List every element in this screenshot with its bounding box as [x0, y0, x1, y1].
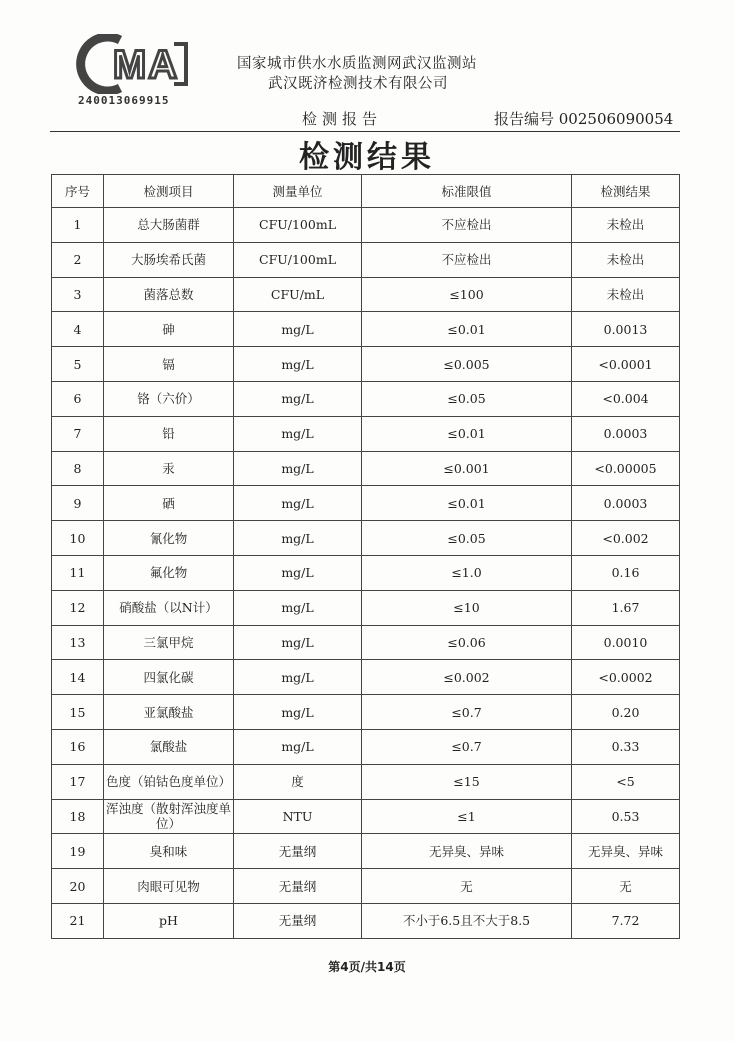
cell-item: 汞: [104, 451, 234, 486]
table-row: [52, 451, 680, 486]
cell-result: <0.002: [572, 521, 680, 556]
table-body: [52, 208, 680, 939]
header-index: 序号: [52, 175, 104, 208]
cell-limit: ≤0.05: [362, 521, 572, 556]
cell-result: 0.53: [572, 799, 680, 834]
table-row: [52, 242, 680, 277]
cell-index: 8: [52, 451, 104, 486]
cell-item: 铅: [104, 416, 234, 451]
table-row: [52, 312, 680, 347]
cell-item: 硒: [104, 486, 234, 521]
cell-item: 铬（六价）: [104, 381, 234, 416]
cell-limit: ≤1.0: [362, 555, 572, 590]
cell-index: 19: [52, 834, 104, 869]
cell-item: 三氯甲烷: [104, 625, 234, 660]
cell-index: 16: [52, 729, 104, 764]
cell-unit: mg/L: [234, 660, 362, 695]
cell-index: 6: [52, 381, 104, 416]
cma-seal-icon: [74, 34, 192, 94]
header-result: 检测结果: [572, 175, 680, 208]
cell-limit: ≤1: [362, 799, 572, 834]
table-row: [52, 590, 680, 625]
cell-result: 无: [572, 869, 680, 904]
cell-unit: NTU: [234, 799, 362, 834]
cell-limit: ≤100: [362, 277, 572, 312]
table-row: [52, 903, 680, 938]
table-row: [52, 625, 680, 660]
cell-item: 亚氯酸盐: [104, 695, 234, 730]
cell-item: 氟化物: [104, 555, 234, 590]
cell-item: 氰化物: [104, 521, 234, 556]
cell-item: 镉: [104, 347, 234, 382]
cell-limit: 不应检出: [362, 208, 572, 243]
header-item: 检测项目: [104, 175, 234, 208]
cell-index: 3: [52, 277, 104, 312]
cell-result: <0.00005: [572, 451, 680, 486]
cell-limit: 无: [362, 869, 572, 904]
cell-limit: ≤0.05: [362, 381, 572, 416]
report-header: [0, 0, 734, 135]
cell-item: 肉眼可见物: [104, 869, 234, 904]
cell-limit: 不应检出: [362, 242, 572, 277]
cell-item: 菌落总数: [104, 277, 234, 312]
cell-limit: ≤10: [362, 590, 572, 625]
cell-result: 0.0003: [572, 486, 680, 521]
cell-limit: ≤0.7: [362, 729, 572, 764]
org-name-line2: 武汉既济检测技术有限公司: [268, 76, 448, 92]
cell-result: 未检出: [572, 208, 680, 243]
cell-limit: 无异臭、异味: [362, 834, 572, 869]
cert-number: 240013069915: [78, 94, 170, 107]
cma-logo: [74, 34, 194, 98]
cell-unit: CFU/100mL: [234, 242, 362, 277]
cell-result: <5: [572, 764, 680, 799]
cell-result: 0.16: [572, 555, 680, 590]
cell-item: 硝酸盐（以N计）: [104, 590, 234, 625]
header-limit: 标准限值: [362, 175, 572, 208]
cell-limit: ≤0.01: [362, 312, 572, 347]
cell-item: 大肠埃希氏菌: [104, 242, 234, 277]
cell-result: 无异臭、异味: [572, 834, 680, 869]
cell-result: 0.0010: [572, 625, 680, 660]
cell-unit: 无量纲: [234, 903, 362, 938]
cell-index: 1: [52, 208, 104, 243]
page-number: 第4页/共14页: [328, 960, 406, 974]
cell-index: 4: [52, 312, 104, 347]
cell-index: 21: [52, 903, 104, 938]
table-row: [52, 695, 680, 730]
cell-index: 5: [52, 347, 104, 382]
header-unit: 测量单位: [234, 175, 362, 208]
cell-limit: ≤0.002: [362, 660, 572, 695]
table-row: [52, 277, 680, 312]
table-row: [52, 381, 680, 416]
table-row: [52, 869, 680, 904]
cell-index: 7: [52, 416, 104, 451]
cell-unit: mg/L: [234, 695, 362, 730]
cell-unit: mg/L: [234, 381, 362, 416]
page-title: 检测结果: [299, 140, 435, 175]
cell-item: 砷: [104, 312, 234, 347]
table-row: [52, 486, 680, 521]
table-row: [52, 729, 680, 764]
report-number: 报告编号 002506090054: [494, 110, 674, 128]
table-row: [52, 347, 680, 382]
cell-result: <0.0002: [572, 660, 680, 695]
cell-index: 13: [52, 625, 104, 660]
cell-unit: mg/L: [234, 347, 362, 382]
cell-unit: mg/L: [234, 521, 362, 556]
cell-result: 0.20: [572, 695, 680, 730]
table-row: [52, 555, 680, 590]
cell-unit: mg/L: [234, 555, 362, 590]
cell-index: 2: [52, 242, 104, 277]
cell-limit: ≤0.01: [362, 486, 572, 521]
cell-item: 总大肠菌群: [104, 208, 234, 243]
cell-result: 0.33: [572, 729, 680, 764]
cell-unit: mg/L: [234, 416, 362, 451]
cell-index: 10: [52, 521, 104, 556]
cell-limit: ≤15: [362, 764, 572, 799]
cell-index: 17: [52, 764, 104, 799]
cell-item: 浑浊度（散射浑浊度单位）: [104, 799, 234, 834]
cell-result: 1.67: [572, 590, 680, 625]
cell-limit: ≤0.01: [362, 416, 572, 451]
cell-result: <0.004: [572, 381, 680, 416]
cell-unit: CFU/100mL: [234, 208, 362, 243]
cell-index: 12: [52, 590, 104, 625]
table-row: [52, 416, 680, 451]
report-label: 检测报告: [302, 110, 383, 128]
table-row: [52, 660, 680, 695]
cell-unit: mg/L: [234, 729, 362, 764]
cell-index: 14: [52, 660, 104, 695]
cell-unit: mg/L: [234, 312, 362, 347]
cell-unit: mg/L: [234, 486, 362, 521]
cell-item: 四氯化碳: [104, 660, 234, 695]
cell-limit: ≤0.001: [362, 451, 572, 486]
table-header-row: [52, 175, 680, 208]
svg-text:MA: MA: [112, 43, 180, 87]
cell-unit: CFU/mL: [234, 277, 362, 312]
cell-index: 18: [52, 799, 104, 834]
cell-result: 未检出: [572, 277, 680, 312]
cell-limit: ≤0.06: [362, 625, 572, 660]
cell-result: 0.0013: [572, 312, 680, 347]
results-table: [51, 174, 680, 939]
cell-unit: 无量纲: [234, 869, 362, 904]
cell-limit: 不小于6.5且不大于8.5: [362, 903, 572, 938]
cell-index: 11: [52, 555, 104, 590]
table-row: [52, 521, 680, 556]
cell-item: 臭和味: [104, 834, 234, 869]
cell-unit: 度: [234, 764, 362, 799]
org-name-line1: 国家城市供水水质监测网武汉监测站: [237, 56, 477, 72]
cell-item: 色度（铂钴色度单位）: [104, 764, 234, 799]
cell-index: 9: [52, 486, 104, 521]
cell-unit: mg/L: [234, 625, 362, 660]
cell-limit: ≤0.005: [362, 347, 572, 382]
cell-unit: mg/L: [234, 451, 362, 486]
cell-unit: mg/L: [234, 590, 362, 625]
cell-index: 20: [52, 869, 104, 904]
cell-item: 氯酸盐: [104, 729, 234, 764]
cell-limit: ≤0.7: [362, 695, 572, 730]
table-row: [52, 834, 680, 869]
cell-index: 15: [52, 695, 104, 730]
cell-result: 0.0003: [572, 416, 680, 451]
cell-result: <0.0001: [572, 347, 680, 382]
cell-result: 7.72: [572, 903, 680, 938]
cell-item: pH: [104, 903, 234, 938]
table-row: [52, 799, 680, 834]
cell-result: 未检出: [572, 242, 680, 277]
cell-unit: 无量纲: [234, 834, 362, 869]
table-row: [52, 208, 680, 243]
table-row: [52, 764, 680, 799]
